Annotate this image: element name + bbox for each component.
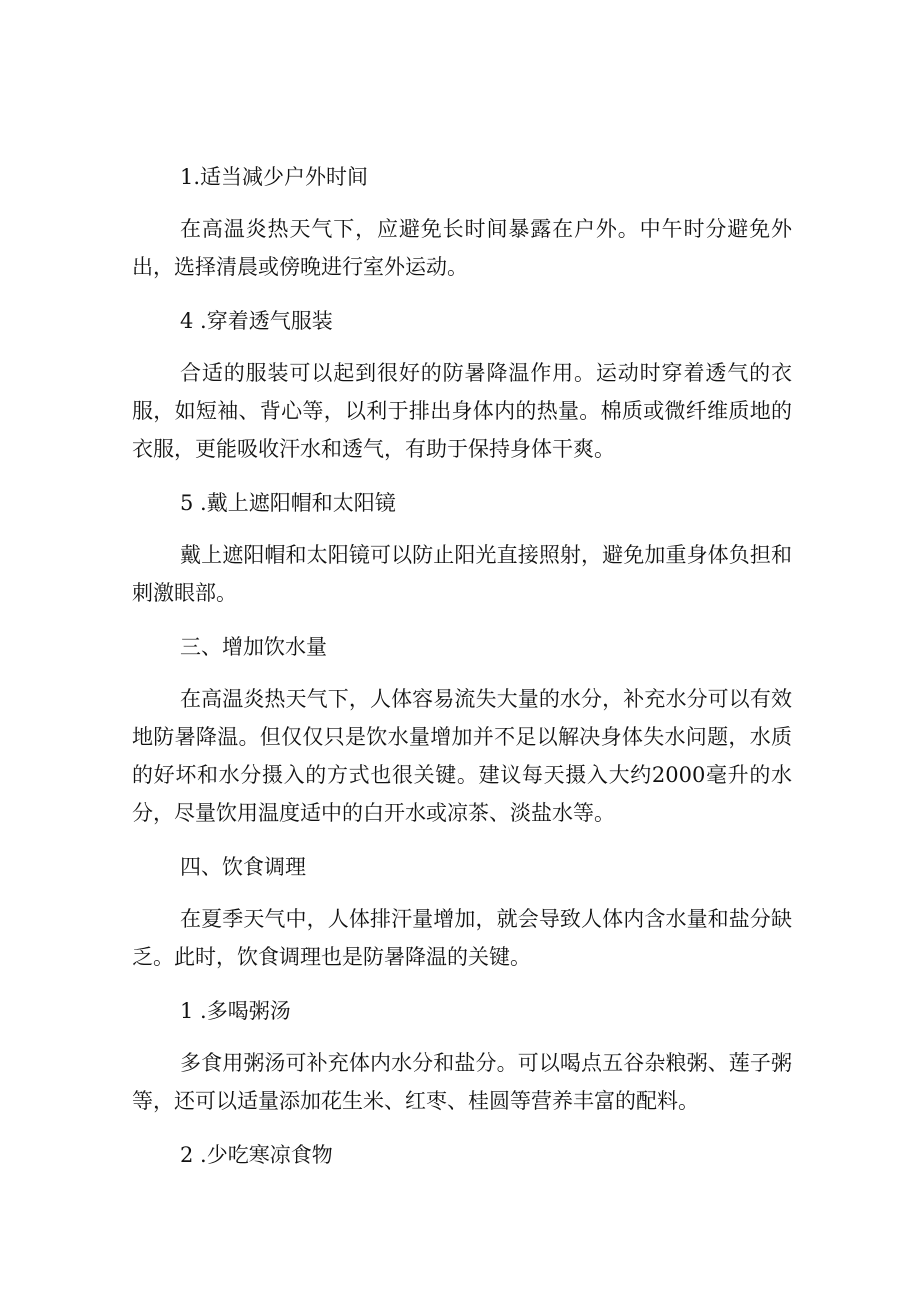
section-heading: 1.适当减少户外时间 [180,165,369,189]
document-page [132,158,792,1174]
section-heading: 1 .多喝粥汤 [180,999,291,1023]
section-heading: 三、增加饮水量 [180,635,327,659]
section-heading: 5 .戴上遮阳帽和太阳镜 [180,491,396,515]
section-heading: 四、饮食调理 [180,855,306,879]
section-heading: 4 .穿着透气服装 [180,309,333,333]
body-paragraph: 在夏季天气中，人体排汗量增加，就会导致人体内含水量和盐分缺乏。此时，饮食调理也是防暑降温的关键。 [132,907,792,969]
body-paragraph: 多食用粥汤可补充体内水分和盐分。可以喝点五谷杂粮粥、莲子粥等，还可以适量添加花生米、红枣、桂圆等营养丰富的配料。 [132,1051,792,1113]
body-paragraph: 在高温炎热天气下，应避免长时间暴露在户外。中午时分避免外出，选择清晨或傍晚进行室外运动。 [132,217,792,279]
section-heading: 2 .少吃寒凉食物 [180,1143,333,1167]
body-paragraph: 合适的服装可以起到很好的防暑降温作用。运动时穿着透气的衣服，如短袖、背心等，以利于排出身体内的热量。棉质或微纤维质地的衣服，更能吸收汗水和透气，有助于保持身体干爽。 [132,361,792,461]
body-paragraph: 在高温炎热天气下，人体容易流失大量的水分，补充水分可以有效地防暑降温。但仅仅只是饮水量增加并不足以解决身体失水问题，水质的好坏和水分摄入的方式也很关键。建议每天摄入大约2000毫升的水分，尽量饮用温度适中的白开水或凉茶、淡盐水等。 [132,687,792,825]
body-paragraph: 戴上遮阳帽和太阳镜可以防止阳光直接照射，避免加重身体负担和刺激眼部。 [132,543,792,605]
